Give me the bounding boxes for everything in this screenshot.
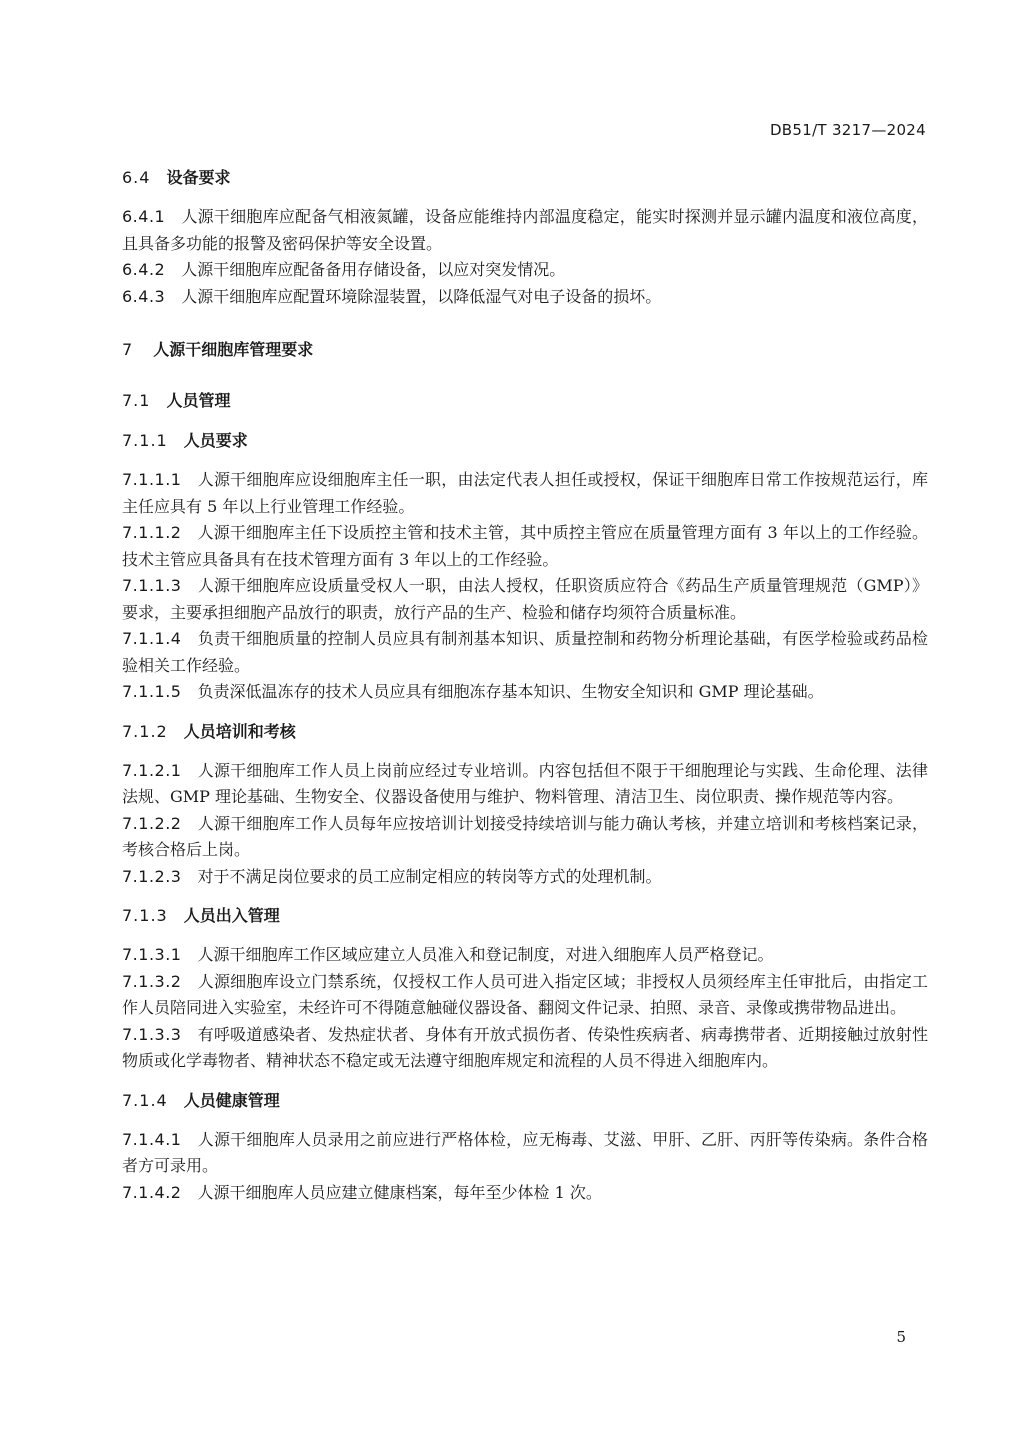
page-content <box>122 164 928 1206</box>
section-7-heading: 7 人源干细胞库管理要求 <box>122 340 314 359</box>
clause-7-1-1-3: 7.1.1.3 人源干细胞库应设质量受权人一职，由法人授权，任职资质应符合《药品生产质量管理规范（GMP）》要求，主要承担细胞产品放行的职责，放行产品的生产、检验和储存均须符合质量标准。 <box>122 576 928 622</box>
section-7-1-2-heading: 7.1.2 人员培训和考核 <box>122 721 296 741</box>
page-number: 5 <box>896 1328 906 1346</box>
clause-7-1-2-1: 7.1.2.1 人源干细胞库工作人员上岗前应经过专业培训。内容包括但不限于干细胞理论与实践、生命伦理、法律法规、GMP 理论基础、生物安全、仪器设备使用与维护、物料管理、清洁卫生、岗位职责、操作规范等内容。 <box>122 760 928 806</box>
clause-7-1-1-4: 7.1.1.4 负责干细胞质量的控制人员应具有制剂基本知识、质量控制和药物分析理论基础，有医学检验或药品检验相关工作经验。 <box>122 629 928 675</box>
section-6-4-heading: 6.4 设备要求 <box>122 168 231 187</box>
clause-7-1-3-1: 7.1.3.1 人源干细胞库工作区域应建立人员准入和登记制度，对进入细胞库人员严格登记。 <box>122 945 774 964</box>
section-7-1-heading: 7.1 人员管理 <box>122 391 231 410</box>
clause-7-1-1-5: 7.1.1.5 负责深低温冻存的技术人员应具有细胞冻存基本知识、生物安全知识和 GMP 理论基础。 <box>122 682 824 701</box>
section-7-1-1-heading: 7.1.1 人员要求 <box>122 431 248 450</box>
clause-7-1-2-2: 7.1.2.2 人源干细胞库工作人员每年应按培训计划接受持续培训与能力确认考核，并建立培训和考核档案记录，考核合格后上岗。 <box>122 813 928 859</box>
clause-7-1-1-1: 7.1.1.1 人源干细胞库应设细胞库主任一职，由法定代表人担任或授权，保证干细胞库日常工作按规范运行，库主任应具有 5 年以上行业管理工作经验。 <box>122 470 928 516</box>
clause-7-1-2-3: 7.1.2.3 对于不满足岗位要求的员工应制定相应的转岗等方式的处理机制。 <box>122 866 662 886</box>
clause-6-4-2: 6.4.2 人源干细胞库应配备备用存储设备，以应对突发情况。 <box>122 260 566 279</box>
clause-6-4-3: 6.4.3 人源干细胞库应配置环境除湿装置，以降低湿气对电子设备的损坏。 <box>122 286 662 306</box>
section-7-1-4-heading: 7.1.4 人员健康管理 <box>122 1090 280 1110</box>
clause-7-1-4-2: 7.1.4.2 人源干细胞库人员应建立健康档案，每年至少体检 1 次。 <box>122 1182 602 1202</box>
clause-7-1-3-2: 7.1.3.2 人源细胞库设立门禁系统，仅授权工作人员可进入指定区域；非授权人员须经库主任审批后，由指定工作人员陪同进入实验室，未经许可不得随意触碰仪器设备、翻阅文件记录、拍照、录音、录像或携带物品进出。 <box>122 971 928 1017</box>
document-number: DB51/T 3217—2024 <box>769 121 926 139</box>
clause-7-1-1-2: 7.1.1.2 人源干细胞库主任下设质控主管和技术主管，其中质控主管应在质量管理方面有 3 年以上的工作经验。技术主管应具备具有在技术管理方面有 3 年以上的工作经验。 <box>122 523 928 569</box>
clause-7-1-3-3: 7.1.3.3 有呼吸道感染者、发热症状者、身体有开放式损伤者、传染性疾病者、病毒携带者、近期接触过放射性物质或化学毒物者、精神状态不稳定或无法遵守细胞库规定和流程的人员不得进入细胞库内。 <box>122 1024 928 1070</box>
clause-7-1-4-1: 7.1.4.1 人源干细胞库人员录用之前应进行严格体检，应无梅毒、艾滋、甲肝、乙肝、丙肝等传染病。条件合格者方可录用。 <box>122 1129 928 1175</box>
section-7-1-3-heading: 7.1.3 人员出入管理 <box>122 906 280 925</box>
clause-6-4-1: 6.4.1 人源干细胞库应配备气相液氮罐，设备应能维持内部温度稳定，能实时探测并显示罐内温度和液位高度，且具备多功能的报警及密码保护等安全设置。 <box>122 207 928 253</box>
